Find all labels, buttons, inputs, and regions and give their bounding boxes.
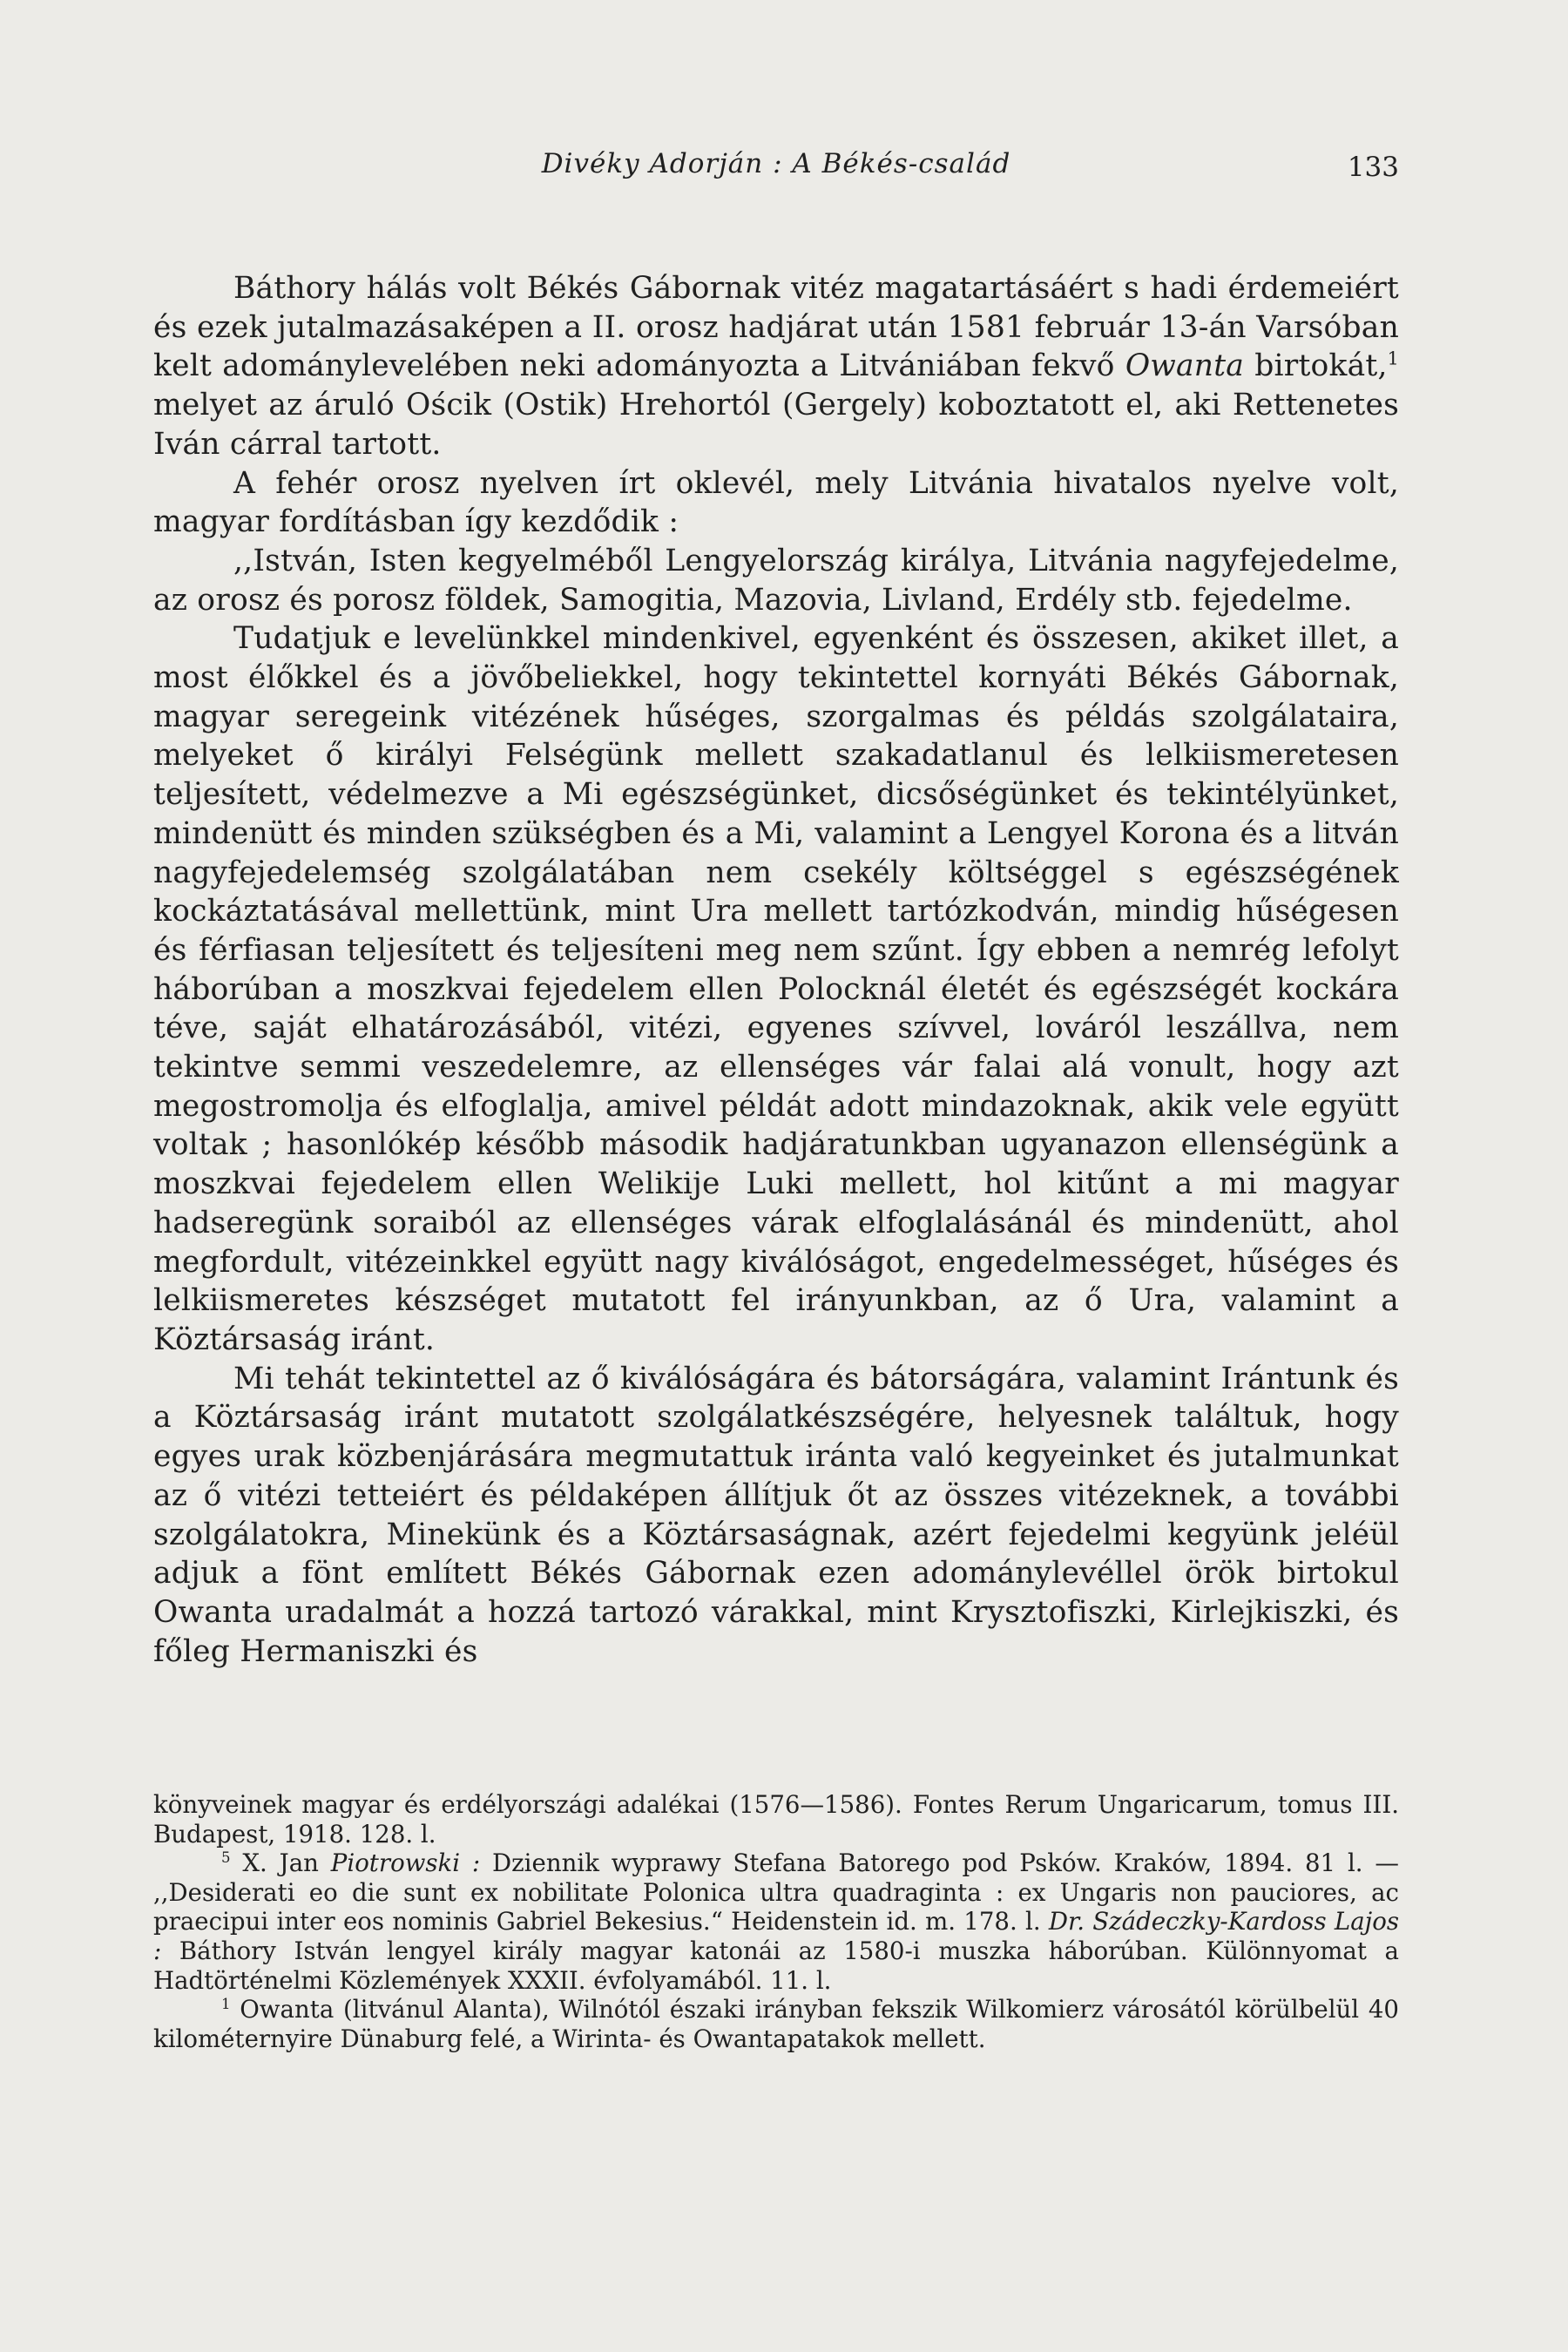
place-name-owanta: Owanta [1125,348,1245,384]
footnote-ref-1: 1 [1387,348,1399,369]
paragraph-4: Tudatjuk e levelünkkel mindenkivel, egyenként és összesen, akiket illet, a most élőkkel és a jövőbeliekkel, hogy tekintettel kornyáti Békés Gábornak, magyar seregeink vitézének hűséges, szorgalmas és példás szolgálataira, melyeket ő királyi Felségünk mellett szakadatlanul és lelkiismeretesen teljesített, védelmezve a Mi egészségünket, dicsőségünket és tekintélyünket, mindenütt és minden szükségben és a Mi, valamint a Lengyel Korona és a litván nagyfejedelemség szolgálatában nem csekély költséggel s egészségének kockáztatásával mellettünk, mint Ura mellett tartózkodván, mindig hűségesen és férfiasan teljesített és teljesíteni meg nem szűnt. Így ebben a nemrég lefolyt háborúban a moszkvai fejedelem ellen Polocknál életét és egészségét kockára téve, saját elhatározásából, vitézi, egyenes szívvel, lováról leszállva, nem tekintve semmi veszedelemre, az ellenséges vár falai alá vonult, hogy azt megostromolja és elfoglalja, amivel példát adott mindazoknak, akik vele együtt voltak ; hasonlókép később második hadjáratunkban ugyanazon ellenségünk a moszkvai fejedelem ellen Welikije Luki mellett, hol kitűnt a mi magyar hadseregünk soraiból az ellenséges várak elfoglalásánál és mindenütt, ahol megfordult, vitézeinkkel együtt nagy kiválóságot, engedelmességet, hűséges és lelkiismeretes készséget mutatott fel irányunkban, az ő Ura, valamint a Köztársaság iránt. [153,621,1399,1357]
footnote-5-text-b: Dziennik wyprawy Stefana Batorego pod Psków. Kraków, 1894. 81 l. — ,,Desiderati eo die sunt ex nobilitate Polonica ultra quadraginta : ex Ungaris non pauciores, ac praecipui inter eos nominis Gabriel Bekesius.“ Heidenstein id. m. 178. l. [153,1848,1399,1936]
page-number: 133 [1347,152,1399,183]
footnote-1 [153,1995,1399,2053]
paragraph-3: ,,István, Isten kegyelméből Lengyelország királya, Litvánia nagyfejedelme, az orosz és porosz földek, Samogitia, Mazovia, Livland, Erdély stb. fejedelme. [153,543,1399,618]
body-text [153,269,1399,1671]
paragraph-2: A fehér orosz nyelven írt oklevél, mely Litvánia hivatalos nyelve volt, magyar fordításban így kezdődik : [153,465,1399,540]
footnote-5-mark: 5 [221,1849,231,1866]
footnote-5-text-a: X. Jan [230,1848,331,1878]
footnote-5-author: Piotrowski : [330,1848,481,1878]
paragraph-1-rest: melyet az áruló Ościk (Ostik) Hrehortól (Gergely) koboztatott el, aki Rettenetes Iván cárral tartott. [153,388,1399,462]
running-header [153,148,1399,200]
paragraph-1 [153,269,1399,464]
paragraph-1-after-place: birtokát, [1244,348,1388,384]
footnote-5-author-2: Dr. Szádeczky-Kardoss Lajos : [153,1907,1399,1965]
paragraph-5: Mi tehát tekintettel az ő kiválóságára és bátorságára, valamint Irántunk és a Köztársaság iránt mutatott szolgálatkészségére, helyesnek találtuk, hogy egyes urak közbenjárására megmutattuk iránta való kegyeinket és jutalmunkat az ő vitézi tetteiért és példaképen állítjuk őt az összes vitézeknek, a további szolgálatokra, Minekünk és a Köztársaságnak, azért fejedelmi kegyünk jeléül adjuk a fönt említett Békés Gábornak ezen adománylevéllel örök birtokul Owanta uradalmát a hozzá tartozó várakkal, mint Krysztofiszki, Kirlejkiszki, és főleg Hermaniszki és [153,1361,1399,1669]
footnote-5 [153,1848,1399,1995]
footnote-1-text: Owanta (litvánul Alanta), Wilnótól északi irányban fekszik Wilkomierz városától körülbelül 40 kilométernyire Dünaburg felé, a Wirinta- és Owantapatakok mellett. [153,1995,1399,2053]
paragraph-1-text: Báthory hálás volt Békés Gábornak vitéz magatartásáért s hadi érdemeiért és ezek jutalmazásaképen a II. orosz hadjárat után 1581 február 13-án Varsóban kelt adománylevelében neki adományozta a Litvániában fekvő [153,271,1399,384]
running-title: Divéky Adorján : A Békés-család [541,148,1011,179]
footnote-1-mark: 1 [221,1995,231,2012]
footnote-5-text-c: Báthory István lengyel király magyar katonái az 1580-i muszka háborúban. Különnyomat a Hadtörténelmi Közlemények XXXII. évfolyamából. 11. l. [153,1936,1399,1995]
footnote-continuation: könyveinek magyar és erdélyországi adalékai (1576—1586). Fontes Rerum Ungaricarum, tomus III. Budapest, 1918. 128. l. [153,1790,1399,1848]
footnotes [153,1790,1399,2053]
